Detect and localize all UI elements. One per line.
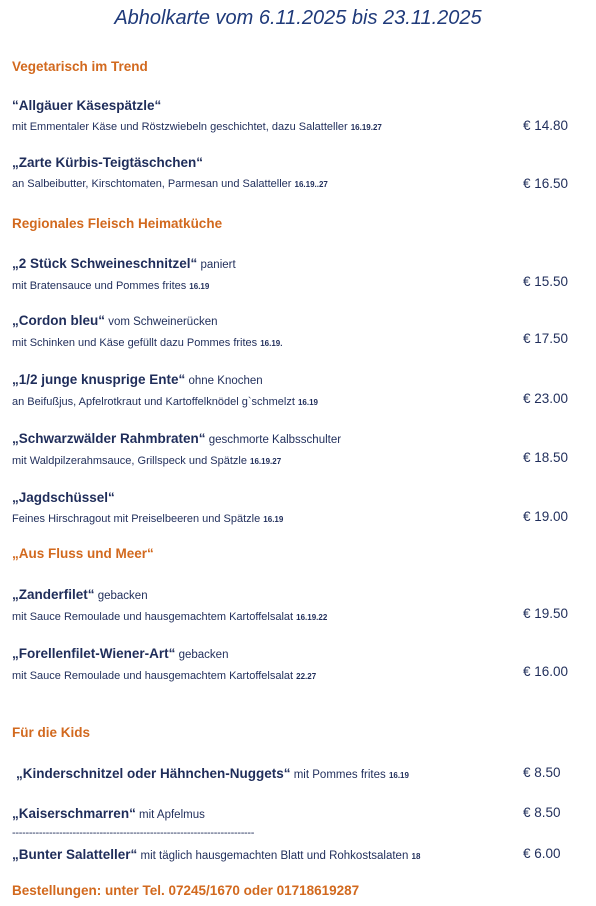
item-allergens: 16.19. (260, 339, 283, 348)
menu-item (12, 489, 582, 529)
item-name: „Forellenfilet-Wiener-Art“ (12, 646, 176, 661)
item-price: € 23.00 (523, 391, 569, 406)
item-suffix: mit Pommes frites (290, 769, 389, 781)
divider-line: ------------------------------------------------------------------------ (12, 827, 255, 839)
item-price: € 8.50 (523, 765, 561, 780)
item-suffix: geschmorte Kalbsschulter (205, 434, 342, 446)
item-allergens: 16.19.27 (250, 457, 282, 466)
item-price: € 18.50 (523, 450, 569, 465)
menu-item (12, 371, 582, 412)
order-footer: Bestellungen: unter Tel. 07245/1670 oder 01718619287 (12, 883, 360, 898)
item-name: „1/2 junge knusprige Ente“ (12, 372, 186, 387)
item-name: „Kinderschnitzel oder Hähnchen-Nuggets“ (16, 766, 291, 781)
item-price: € 14.80 (523, 118, 569, 133)
menu-item (12, 312, 582, 353)
item-suffix: gebacken (175, 649, 229, 661)
item-name: „Zarte Kürbis-Teigtäschchen“ (12, 155, 204, 170)
item-price: € 8.50 (523, 805, 561, 820)
item-name: „Jagdschüssel“ (12, 490, 115, 505)
page-title: Abholkarte vom 6.11.2025 bis 23.11.2025 (114, 7, 482, 29)
item-name: „Zanderfilet“ (12, 587, 95, 602)
item-price: € 19.00 (523, 509, 569, 524)
item-suffix: ohne Knochen (185, 375, 263, 387)
menu-item (12, 97, 582, 137)
menu-item (16, 765, 586, 785)
item-suffix: gebacken (94, 590, 148, 602)
item-name: „2 Stück Schweineschnitzel“ (12, 256, 198, 271)
item-suffix: paniert (197, 259, 236, 271)
section-kids: Für die Kids (12, 725, 91, 740)
item-allergens: 16.19.22 (296, 613, 328, 622)
item-allergens: 16.19.27 (350, 123, 382, 132)
menu-item (12, 586, 582, 627)
item-name: “Allgäuer Käsespätzle“ (12, 98, 162, 113)
section-vegetarian: Vegetarisch im Trend (12, 59, 148, 74)
item-description: an Salbeibutter, Kirschtomaten, Parmesan und Salatteller (12, 178, 295, 190)
item-allergens: 16.19 (189, 282, 210, 291)
item-name: „Schwarzwälder Rahmbraten“ (12, 431, 206, 446)
item-allergens: 16.19 (263, 515, 284, 524)
menu-item (12, 430, 582, 471)
item-description: mit Waldpilzerahmsauce, Grillspeck und Spätzle (12, 455, 251, 467)
item-name: „Cordon bleu“ (12, 313, 105, 328)
section-fish: „Aus Fluss und Meer“ (12, 546, 154, 561)
menu-item (12, 805, 582, 824)
item-allergens: 18 (411, 852, 421, 861)
item-allergens: 16.19 (388, 771, 409, 780)
item-description: mit Sauce Remoulade und hausgemachtem Kartoffelsalat (12, 611, 297, 623)
item-name: „Bunter Salatteller“ (12, 847, 138, 862)
item-suffix: mit täglich hausgemachten Blatt und Rohkostsalaten (137, 850, 412, 862)
item-description: mit Sauce Remoulade und hausgemachtem Kartoffelsalat (12, 670, 297, 682)
item-allergens: 16.19..27 (294, 180, 328, 189)
item-allergens: 16.19 (297, 398, 318, 407)
item-description: Feines Hirschragout mit Preiselbeeren und Spätzle (12, 513, 264, 525)
item-suffix: vom Schweinerücken (105, 316, 218, 328)
item-price: € 16.00 (523, 664, 569, 679)
item-price: € 6.00 (523, 846, 561, 861)
menu-item (12, 645, 582, 686)
item-price: € 16.50 (523, 176, 569, 191)
menu-item (12, 255, 582, 296)
item-description: an Beifußjus, Apfelrotkraut und Kartoffelknödel g`schmelzt (12, 396, 298, 408)
item-suffix: mit Apfelmus (135, 809, 205, 821)
item-description: mit Emmentaler Käse und Röstzwiebeln geschichtet, dazu Salatteller (12, 121, 351, 133)
item-price: € 19.50 (523, 606, 569, 621)
item-price: € 15.50 (523, 274, 569, 289)
item-description: mit Schinken und Käse gefüllt dazu Pommes frites (12, 337, 261, 349)
item-name: „Kaiserschmarren“ (12, 806, 136, 821)
item-allergens: 22.27 (296, 672, 317, 681)
item-price: € 17.50 (523, 331, 569, 346)
item-description: mit Bratensauce und Pommes frites (12, 280, 190, 292)
menu-item (12, 154, 582, 194)
menu-item (12, 846, 582, 866)
section-meat: Regionales Fleisch Heimatküche (12, 216, 223, 231)
